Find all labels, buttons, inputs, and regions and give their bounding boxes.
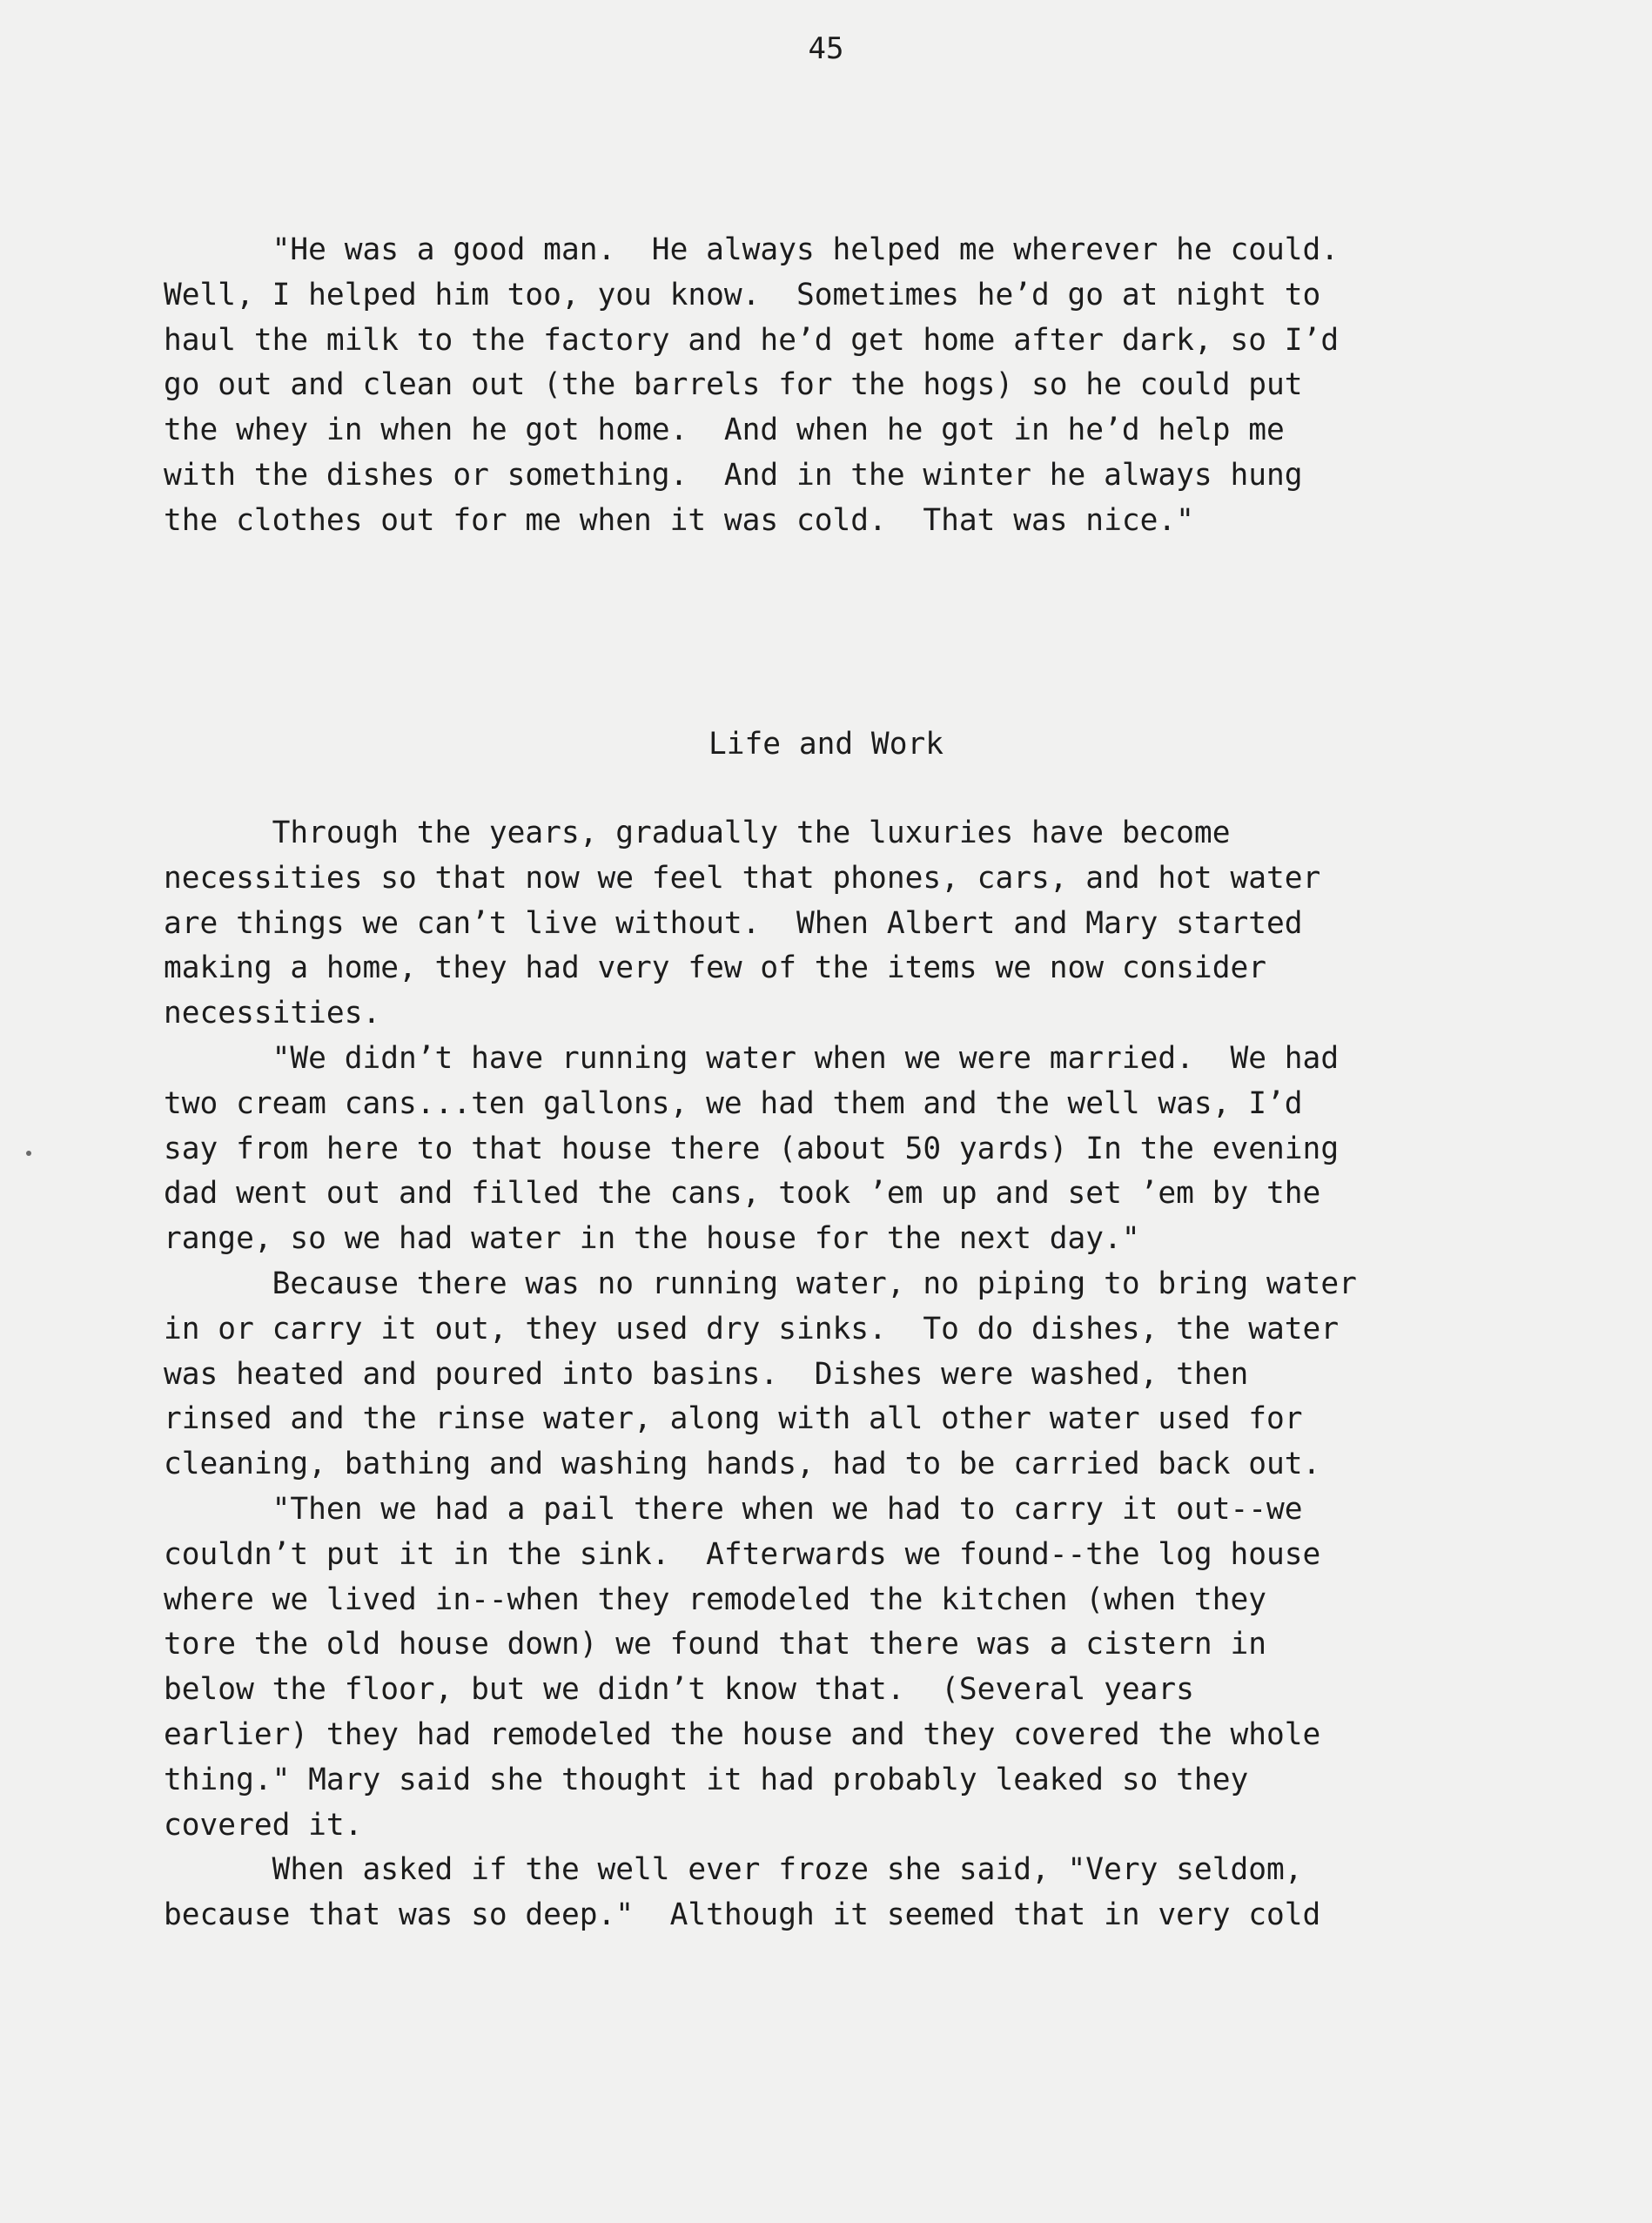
text-line: necessities. [164, 996, 381, 1031]
text-line: Because there was no running water, no piping to bring water [164, 1266, 1357, 1301]
paragraph [164, 1848, 1521, 1938]
text-line: because that was so deep." Although it seemed that in very cold [164, 1897, 1321, 1933]
text-line: Through the years, gradually the luxuries have become [164, 816, 1231, 850]
text-line: "We didn’t have running water when we were married. We had [164, 1040, 1340, 1076]
page-number: 45 [808, 31, 844, 66]
text-line: Well, I helped him too, you know. Sometimes he’d go at night to [164, 277, 1321, 312]
body-text-top [164, 228, 1521, 544]
paragraph [164, 1262, 1521, 1488]
text-line: was heated and poured into basins. Dishes were washed, then [164, 1356, 1249, 1392]
text-line: where we lived in--when they remodeled the kitchen (when they [164, 1582, 1267, 1617]
text-line: say from here to that house there (about 50 yards) In the evening [164, 1131, 1340, 1166]
scan-speck [26, 1151, 31, 1156]
text-line: tore the old house down) we found that there was a cistern in [164, 1627, 1267, 1662]
paragraph [164, 811, 1521, 1037]
text-line: are things we can’t live without. When Albert and Mary started [164, 905, 1303, 941]
text-line: the clothes out for me when it was cold. That was nice." [164, 502, 1194, 538]
text-line: cleaning, bathing and washing hands, had to be carried back out. [164, 1447, 1321, 1482]
text-line: "Then we had a pail there when we had to carry it out--we [164, 1491, 1303, 1527]
text-line: with the dishes or something. And in the winter he always hung [164, 457, 1303, 493]
text-line: "He was a good man. He always helped me wherever he could. [164, 232, 1340, 267]
text-line: necessities so that now we feel that phones, cars, and hot water [164, 860, 1321, 896]
body-text-bottom [164, 811, 1521, 1938]
text-line: the whey in when he got home. And when he got in he’d help me [164, 413, 1285, 448]
text-line: go out and clean out (the barrels for the hogs) so he could put [164, 367, 1303, 403]
text-line: in or carry it out, they used dry sinks. To do dishes, the water [164, 1311, 1340, 1347]
text-line: covered it. [164, 1807, 363, 1843]
paragraph [164, 1037, 1521, 1262]
text-line: dad went out and filled the cans, took ’em up and set ’em by the [164, 1176, 1321, 1212]
text-line: haul the milk to the factory and he’d get home after dark, so I’d [164, 322, 1340, 358]
text-line: two cream cans...ten gallons, we had them and the well was, I’d [164, 1085, 1303, 1121]
text-line: earlier) they had remodeled the house and they covered the whole [164, 1716, 1321, 1752]
text-line: thing." Mary said she thought it had probably leaked so they [164, 1762, 1249, 1797]
paragraph [164, 1488, 1521, 1848]
text-line: When asked if the well ever froze she said, "Very seldom, [164, 1852, 1303, 1888]
paragraph [164, 228, 1521, 544]
text-line: couldn’t put it in the sink. Afterwards we found--the log house [164, 1536, 1321, 1572]
text-line: rinsed and the rinse water, along with all other water used for [164, 1401, 1303, 1437]
text-line: making a home, they had very few of the items we now consider [164, 950, 1267, 986]
text-line: range, so we had water in the house for the next day." [164, 1221, 1140, 1257]
text-line: below the floor, but we didn’t know that. (Several years [164, 1672, 1194, 1708]
section-heading: Life and Work [708, 727, 944, 762]
